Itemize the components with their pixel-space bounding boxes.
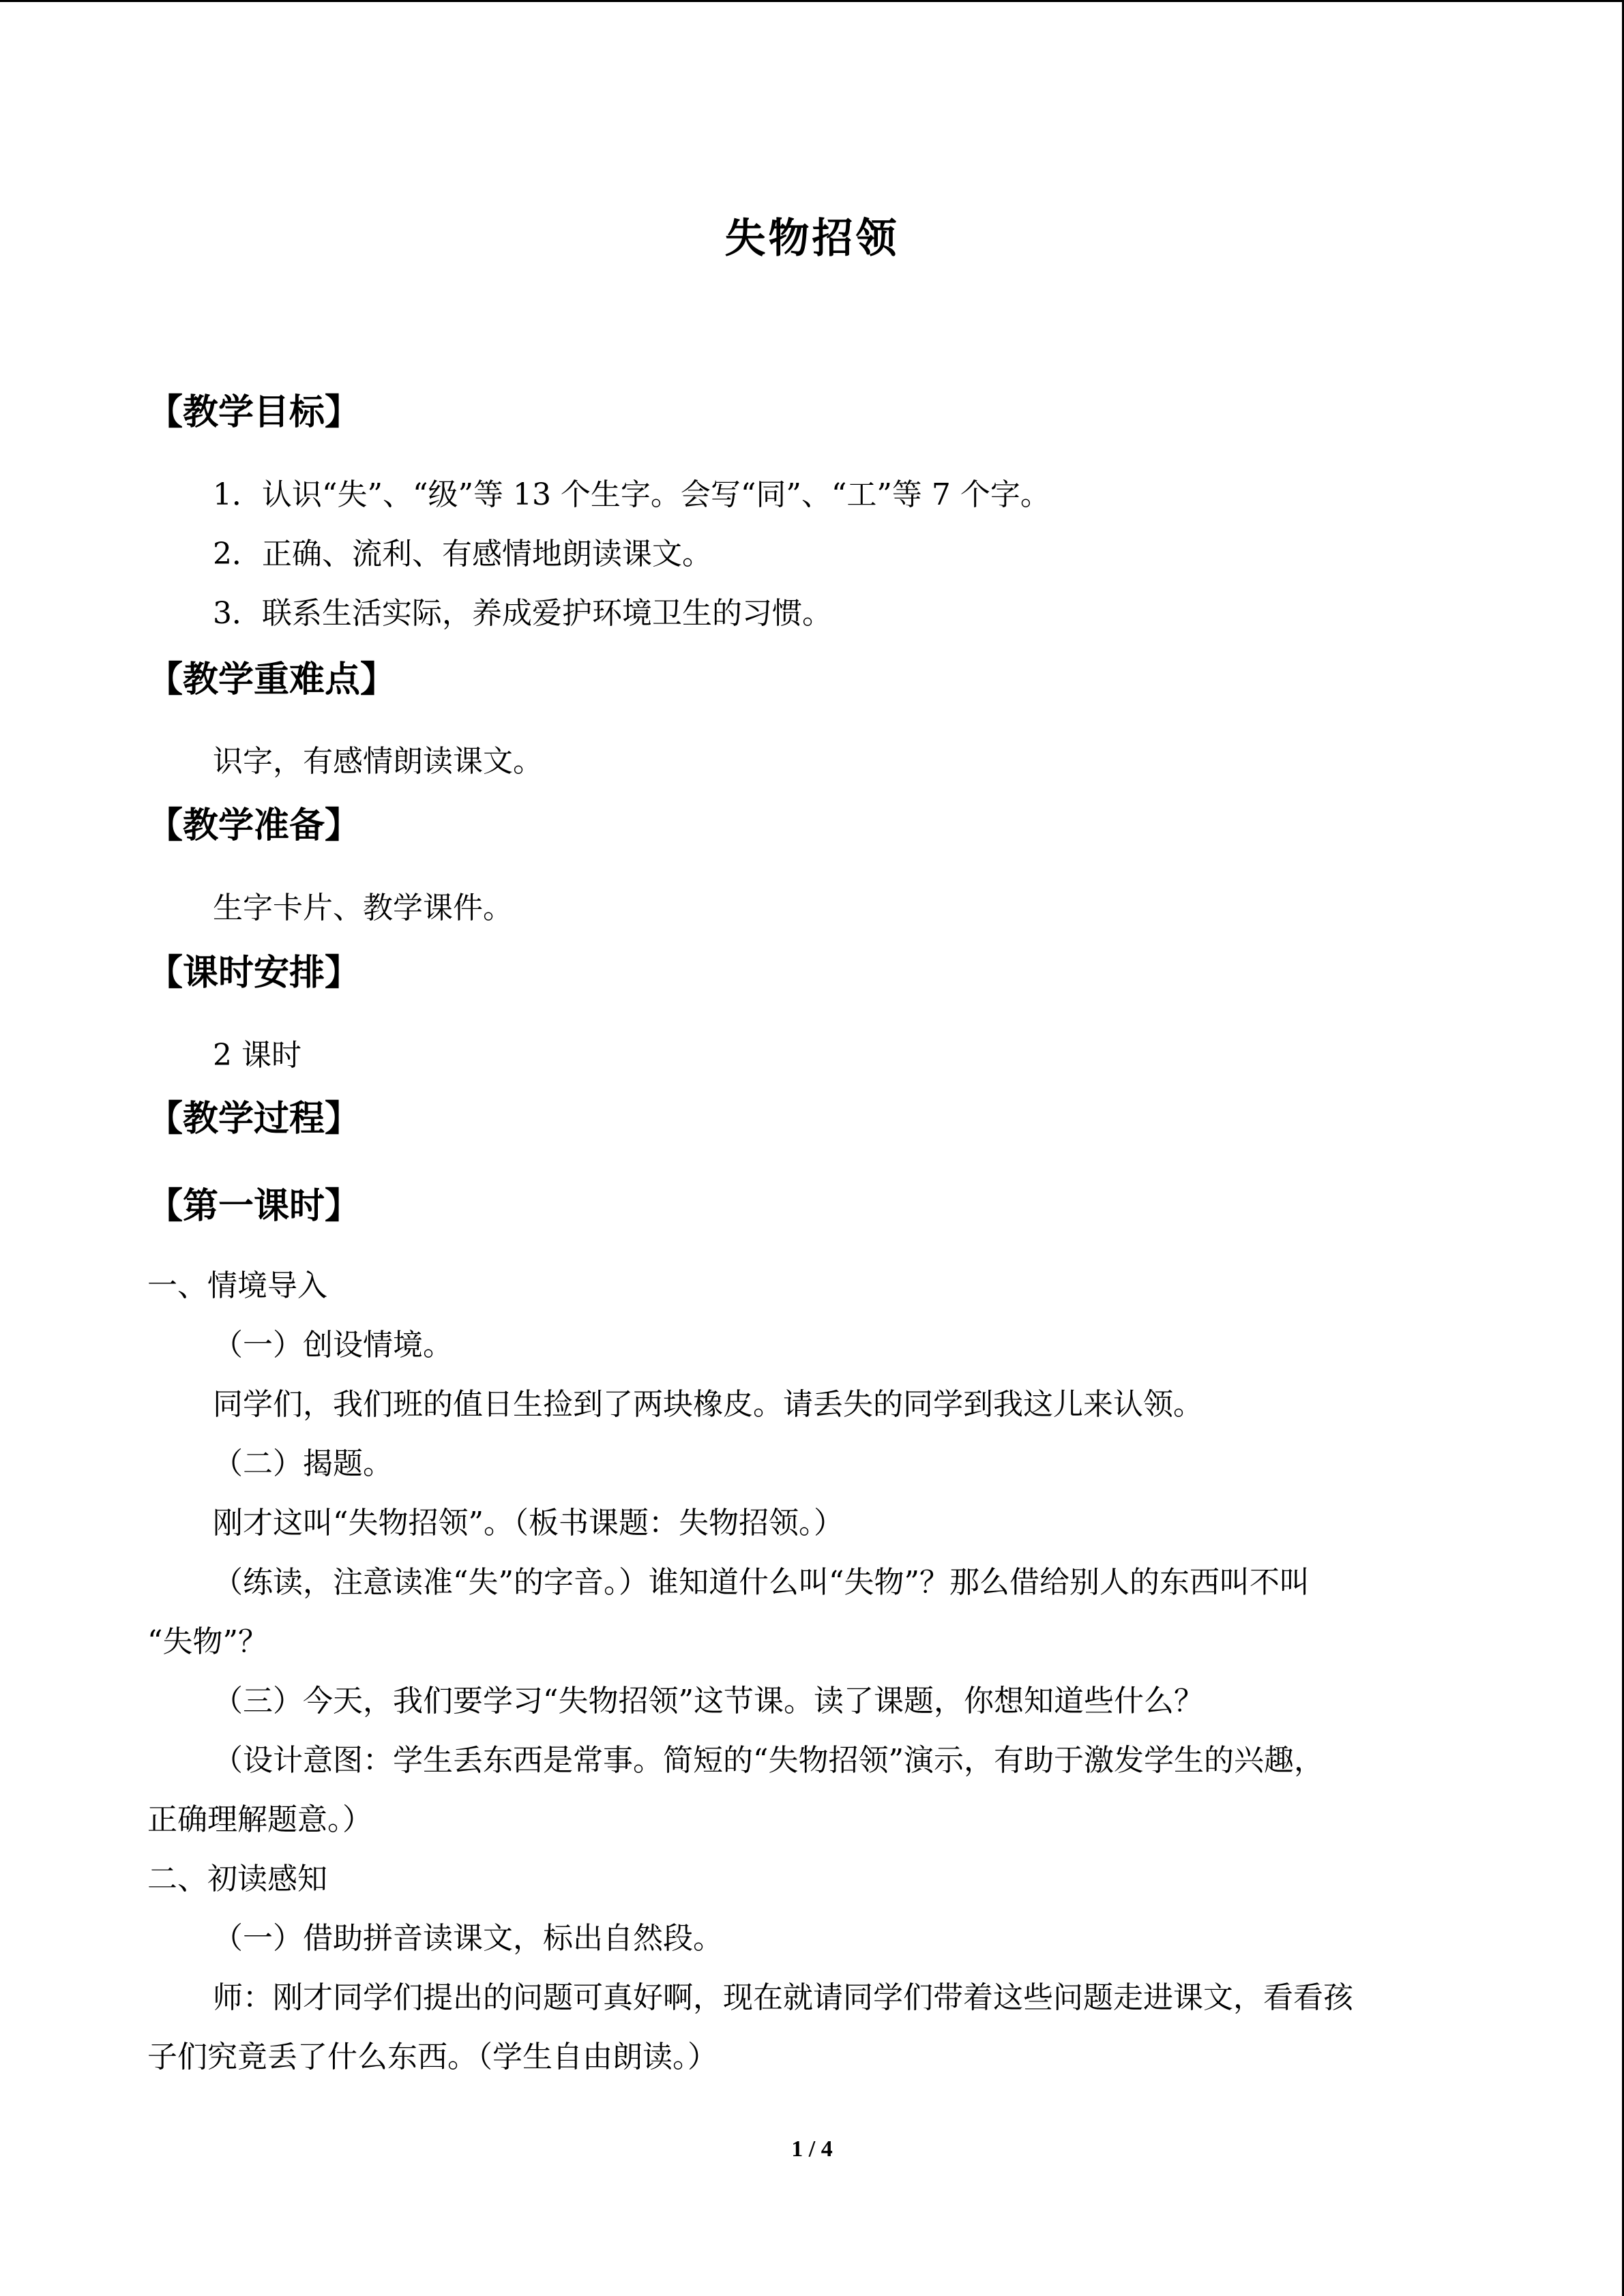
lesson-line-continued: 正确理解题意。） <box>147 1802 372 1837</box>
lesson-line: 同学们，我们班的值日生捡到了两块橡皮。请丢失的同学到我这儿来认领。 <box>213 1387 1203 1422</box>
heading-schedule: 【课时安排】 <box>147 953 361 994</box>
goal-item-3: 3．联系生活实际，养成爱护环境卫生的习惯。 <box>213 596 832 631</box>
lesson-line-continued: 子们究竟丢了什么东西。（学生自由朗读。） <box>147 2040 718 2074</box>
section-reading-title: 二、初读感知 <box>147 1862 327 1896</box>
lesson-line: （练读，注意读准“失”的字音。）谁知道什么叫“失物”？那么借给别人的东西叫不叫 <box>213 1565 1310 1600</box>
key-points-text: 识字，有感情朗读课文。 <box>213 744 543 779</box>
lesson-line: （二）揭题。 <box>213 1446 393 1481</box>
heading-preparation: 【教学准备】 <box>147 805 361 846</box>
preparation-text: 生字卡片、教学课件。 <box>213 891 513 925</box>
lesson-line: 刚才这叫“失物招领”。（板书课题：失物招领。） <box>213 1506 844 1540</box>
lesson-line: 师：刚才同学们提出的问题可真好啊，现在就请同学们带着这些问题走进课文，看看孩 <box>213 1980 1353 2015</box>
lesson-line: （三）今天，我们要学习“失物招领”这节课。读了课题，你想知道些什么？ <box>213 1684 1204 1718</box>
heading-key-points: 【教学重难点】 <box>147 659 396 700</box>
section-intro-title: 一、情境导入 <box>147 1268 327 1303</box>
page-number: 1 / 4 <box>791 2136 833 2162</box>
lesson-line: （一）创设情境。 <box>213 1328 453 1362</box>
goal-item-2: 2．正确、流利、有感情地朗读课文。 <box>213 537 712 571</box>
document-title: 失物招领 <box>724 215 900 263</box>
lesson-line: （一）借助拼音读课文，标出自然段。 <box>213 1921 723 1956</box>
top-border-line <box>0 0 1624 2</box>
heading-lesson-one: 【第一课时】 <box>147 1186 361 1227</box>
schedule-text: 2 课时 <box>213 1038 301 1073</box>
goal-item-1: 1．认识“失”、“级”等 13 个生字。会写“同”、“工”等 7 个字。 <box>213 477 1050 512</box>
lesson-line-continued: “失物”？ <box>147 1624 268 1659</box>
lesson-line: （设计意图：学生丢东西是常事。简短的“失物招领”演示，有助于激发学生的兴趣， <box>213 1743 1324 1778</box>
heading-teaching-process: 【教学过程】 <box>147 1099 361 1139</box>
heading-teaching-goals: 【教学目标】 <box>147 392 361 433</box>
